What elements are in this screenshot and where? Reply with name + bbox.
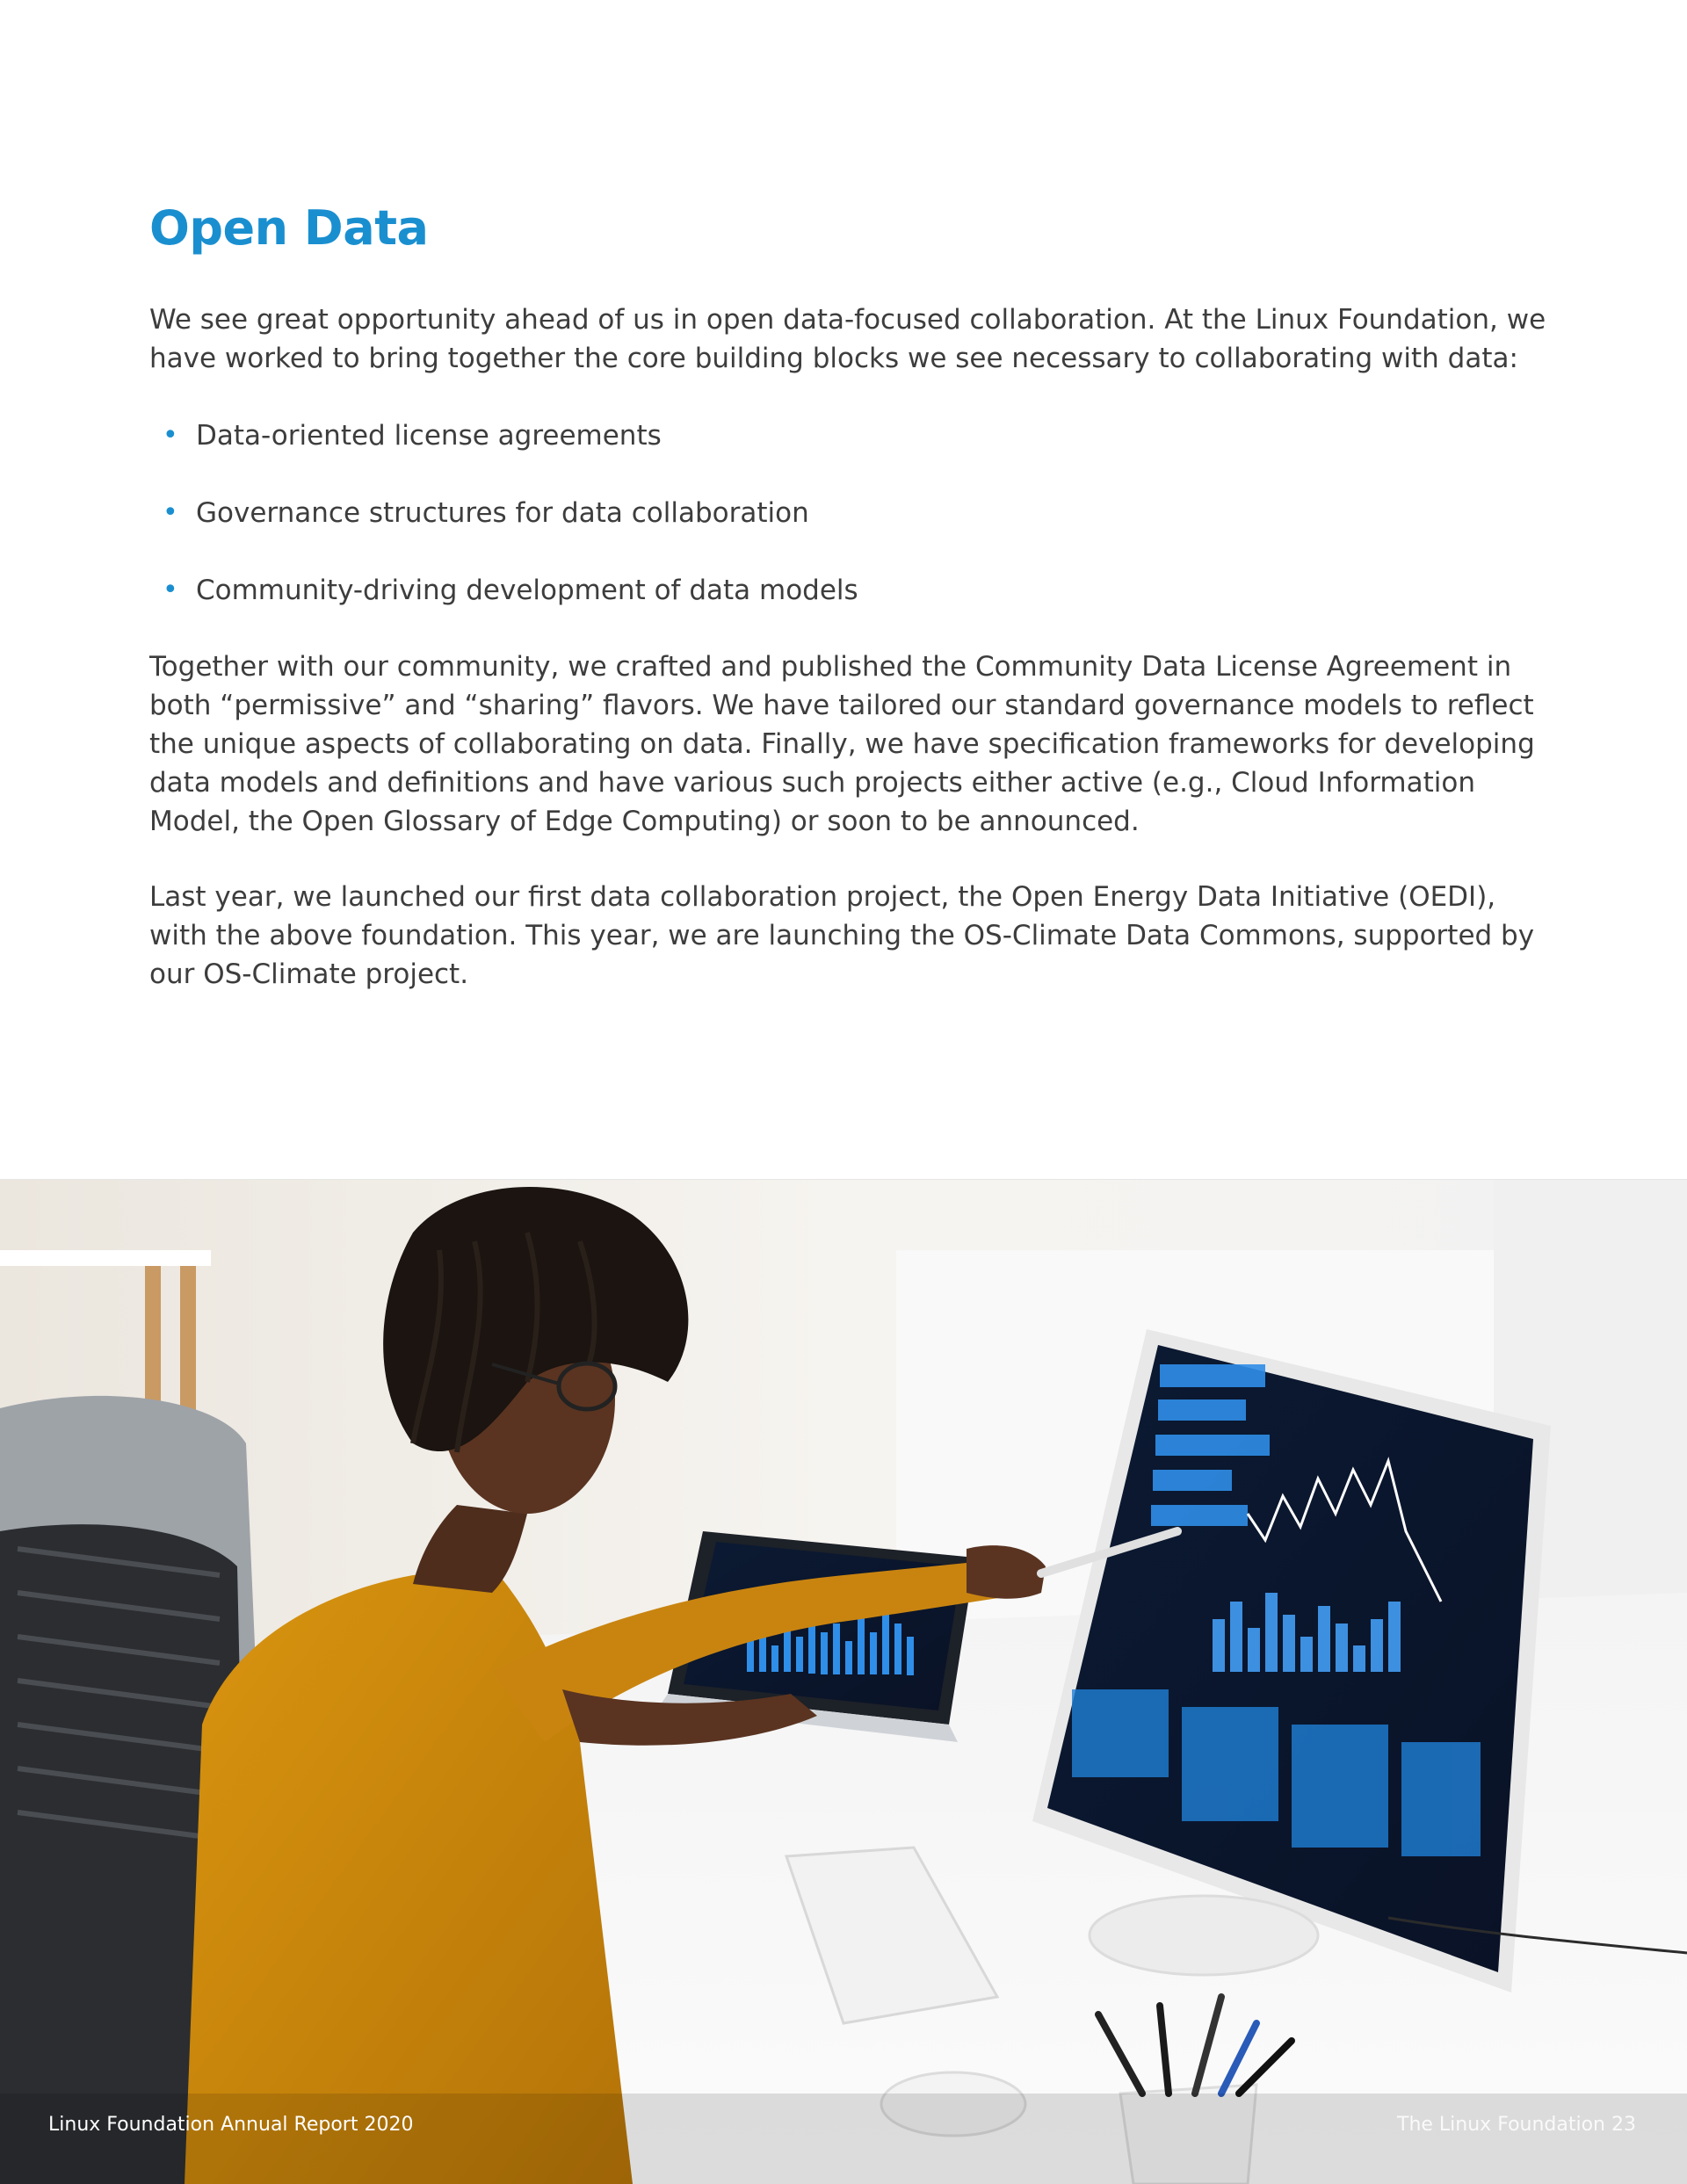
- list-item-text: Community-driving development of data models: [196, 575, 858, 606]
- list-item-text: Governance structures for data collaboration: [196, 497, 809, 529]
- list-item: [163, 416, 858, 494]
- list-item-text: Data-oriented license agreements: [196, 420, 662, 452]
- analyst-photo: [0, 1179, 1687, 2184]
- building-blocks-list: [163, 416, 858, 648]
- page-title: Open Data: [149, 200, 429, 256]
- bullet-icon: •: [163, 420, 178, 451]
- footer-report-title: Linux Foundation Annual Report 2020: [48, 2114, 414, 2136]
- footer-page-label: The Linux Foundation 23: [1397, 2114, 1636, 2136]
- list-item: [163, 571, 858, 648]
- bullet-icon: •: [163, 575, 178, 605]
- intro-paragraph: We see great opportunity ahead of us in open data-focused collaboration. At the Linux Foundation, we have worked to bring together the core building blocks we see necessary to collaborating with data:: [149, 304, 1546, 374]
- list-item: [163, 494, 858, 571]
- oedi-paragraph: Last year, we launched our first data collaboration project, the Open Energy Data Initiative (OEDI), with the above foundation. This year, we are launching the OS-Climate Data Commons, supported by our OS-Climate project.: [149, 881, 1535, 990]
- cdla-paragraph: Together with our community, we crafted and published the Community Data License Agreement in both “permissive” and “sharing” flavors. We have tailored our standard governance models to reflect the unique aspects of collaborating on data. Finally, we have specification frameworks for developing data models and definitions and have various such projects either active (e.g., Cloud Information Model, the Open Glossary of Edge Computing) or soon to be announced.: [149, 651, 1535, 837]
- bullet-icon: •: [163, 497, 178, 528]
